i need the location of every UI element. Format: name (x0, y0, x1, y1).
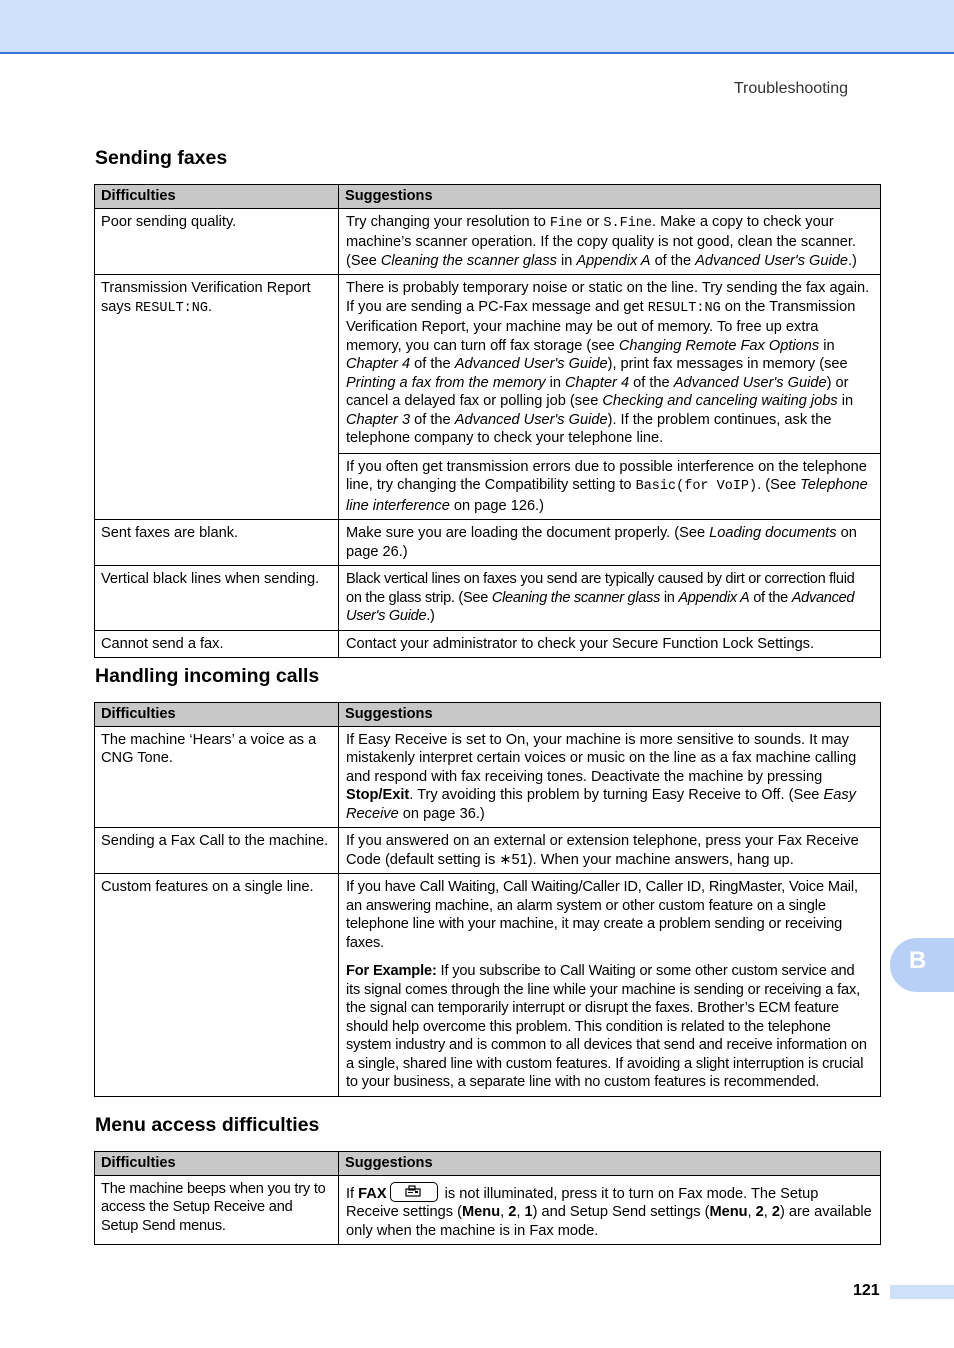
table-row (95, 630, 881, 658)
incoming-calls-table (94, 702, 881, 1097)
table-row (95, 275, 881, 454)
column-header-suggestions: Suggestions (339, 185, 881, 209)
suggestion-cell: Black vertical lines on faxes you send are typically caused by dirt or correction fluid on the glass strip. (See Cleaning the scanner glass in Appendix A of the Advanced User's Guide.) (339, 566, 881, 631)
table-header-row (95, 1152, 881, 1176)
appendix-tab (890, 938, 954, 992)
menu-access-table (94, 1151, 881, 1245)
suggestion-cell: If FAX is not illuminated, press it to turn on Fax mode. The Setup Receive settings (Menu, 2, 1) and Setup Send settings (Menu, 2, 2) are available only when the machine is in Fax mode. (339, 1175, 881, 1245)
table-row (95, 566, 881, 631)
column-header-difficulties: Difficulties (95, 185, 339, 209)
difficulty-cell: The machine ‘Hears’ a voice as a CNG Tone. (95, 726, 339, 828)
difficulty-cell: Sent faxes are blank. (95, 520, 339, 566)
page-number: 121 (853, 1282, 880, 1299)
fax-machine-icon (405, 1185, 421, 1197)
paragraph: For Example: If you subscribe to Call Waiting or some other custom service and its signal comes through the line while your machine is sending or receiving a fax, the signal can temporarily interrupt or disrupt the faxes. Brother’s ECM feature should help overcome this problem. This condition is related to the telephone system industry and is common to all devices that send and receive information on a single, shared line with custom features. If avoiding a slight interruption is crucial to your business, a separate line with no custom features is recommended. (346, 963, 867, 1090)
sending-faxes-table (94, 184, 881, 658)
suggestion-cell: If you often get transmission errors due to possible interference on the telephone line, try changing the Compatibility setting to Basic(for VoIP). (See Telephone line interference on page 126.) (339, 453, 881, 520)
difficulty-cell: The machine beeps when you try to access the Setup Receive and Setup Send menus. (95, 1175, 339, 1245)
section-title-handling-incoming-calls: Handling incoming calls (95, 665, 320, 687)
suggestion-cell: Make sure you are loading the document properly. (See Loading documents on page 26.) (339, 520, 881, 566)
column-header-difficulties: Difficulties (95, 703, 339, 727)
suggestion-cell: If Easy Receive is set to On, your machine is more sensitive to sounds. It may mistakenly interpret certain voices or music on the line as a fax machine calling and respond with fax receiving tones. Deactivate the machine by pressing Stop/Exit. Try avoiding this problem by turning Easy Receive to Off. (See Easy Receive on page 36.) (339, 726, 881, 828)
table-row (95, 520, 881, 566)
suggestion-cell (339, 874, 881, 1097)
section-title-menu-access-difficulties: Menu access difficulties (95, 1114, 320, 1136)
table-row (95, 874, 881, 1097)
difficulty-cell: Vertical black lines when sending. (95, 566, 339, 631)
top-banner (0, 0, 954, 54)
table-header-row (95, 703, 881, 727)
appendix-tab-letter: B (909, 947, 927, 974)
table-header-row (95, 185, 881, 209)
section-title-sending-faxes: Sending faxes (95, 147, 228, 169)
paragraph: If you have Call Waiting, Call Waiting/Caller ID, Caller ID, RingMaster, Voice Mail, an answering machine, an alarm system or other custom feature on a single telephone line with your machine, it may create a problem sending or receiving faxes. (346, 879, 858, 951)
page-number-bar (890, 1285, 954, 1299)
difficulty-cell: Poor sending quality. (95, 208, 339, 275)
running-head: Troubleshooting (733, 80, 848, 97)
difficulty-cell: Sending a Fax Call to the machine. (95, 828, 339, 874)
difficulty-cell: Custom features on a single line. (95, 874, 339, 1097)
fax-key-button (390, 1182, 438, 1202)
suggestion-cell: There is probably temporary noise or static on the line. Try sending the fax again. If you are sending a PC-Fax message and get RESULT:NG on the Transmission Verification Report, your machine may be out of memory. To free up extra memory, you can turn off fax storage (see Changing Remote Fax Options in Chapter 4 of the Advanced User's Guide), print fax messages in memory (see Printing a fax from the memory in Chapter 4 of the Advanced User's Guide) or cancel a delayed fax or polling job (see Checking and canceling waiting jobs in Chapter 3 of the Advanced User's Guide). If the problem continues, ask the telephone company to check your telephone line. (339, 275, 881, 454)
difficulty-cell: Cannot send a fax. (95, 630, 339, 658)
table-row (95, 828, 881, 874)
column-header-suggestions: Suggestions (339, 703, 881, 727)
table-row (95, 1175, 881, 1245)
suggestion-cell: Contact your administrator to check your Secure Function Lock Settings. (339, 630, 881, 658)
column-header-difficulties: Difficulties (95, 1152, 339, 1176)
suggestion-cell: If you answered on an external or extension telephone, press your Fax Receive Code (default setting is ∗51). When your machine answers, hang up. (339, 828, 881, 874)
column-header-suggestions: Suggestions (339, 1152, 881, 1176)
table-row (95, 726, 881, 828)
suggestion-cell: Try changing your resolution to Fine or S.Fine. Make a copy to check your machine’s scanner operation. If the copy quality is not good, clean the scanner. (See Cleaning the scanner glass in Appendix A of the Advanced User's Guide.) (339, 208, 881, 275)
difficulty-cell: Transmission Verification Report says RESULT:NG. (95, 275, 339, 520)
table-row (95, 208, 881, 275)
